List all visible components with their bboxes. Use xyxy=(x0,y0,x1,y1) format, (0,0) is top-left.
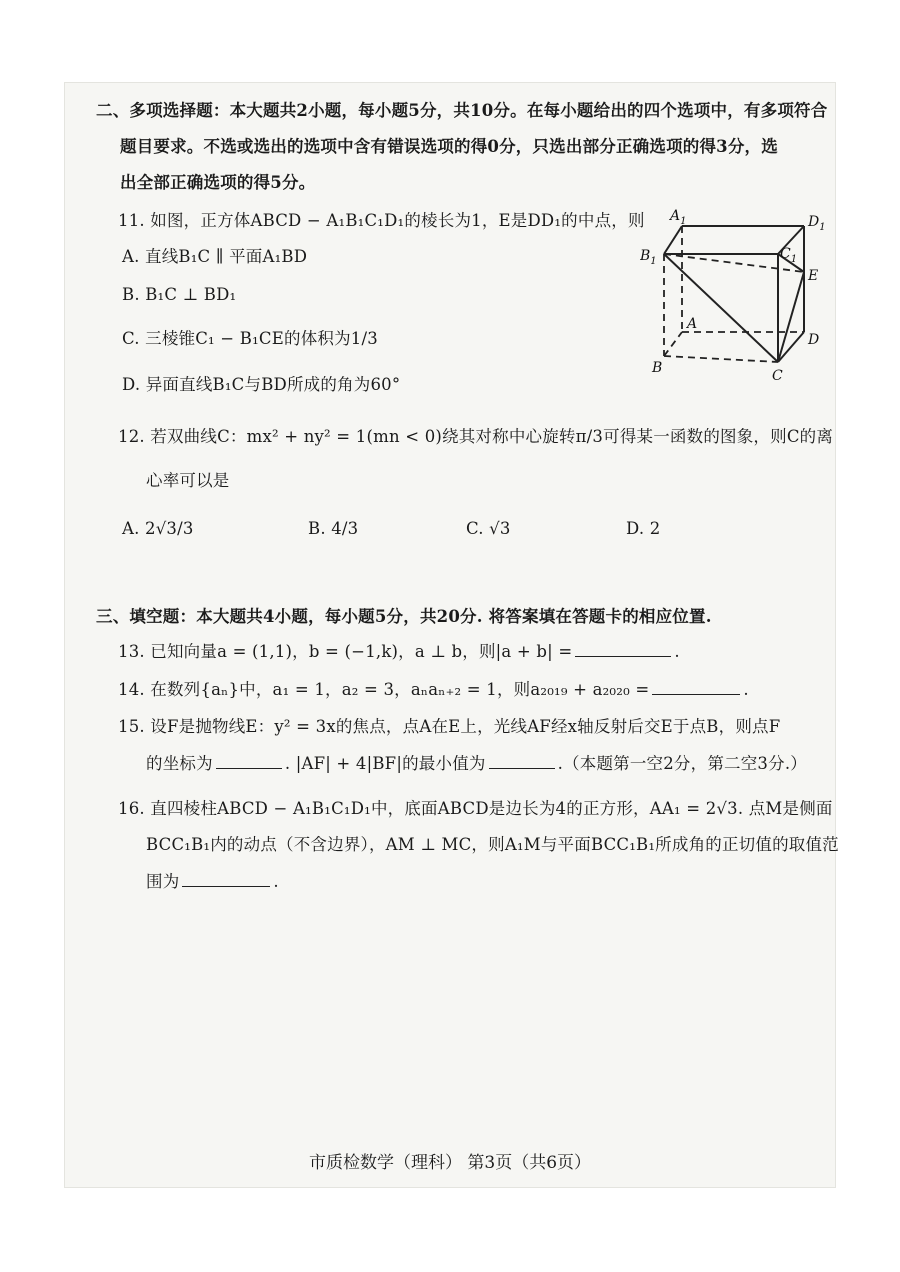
q11-option-a: A. 直线B₁C ∥ 平面A₁BD xyxy=(122,247,308,266)
q11-option-b: B. B₁C ⊥ BD₁ xyxy=(122,285,237,304)
label-e: E xyxy=(808,268,819,284)
q16-line2: BCC₁B₁内的动点（不含边界），AM ⊥ MC，则A₁M与平面BCC₁B₁所成角的正切值的取值范 xyxy=(146,835,839,854)
q16-end: . xyxy=(273,872,279,891)
cube-figure xyxy=(640,206,830,386)
label-c: C xyxy=(772,368,783,384)
label-c1: $C_1$ xyxy=(780,246,798,265)
segment-b1c xyxy=(664,254,778,362)
section3-heading: 三、填空题：本大题共4小题，每小题5分，共20分. 将答案填在答题卡的相应位置. xyxy=(96,607,712,626)
q12-option-c: C. √3 xyxy=(466,519,511,538)
q12-option-d: D. 2 xyxy=(626,519,661,538)
label-a: A xyxy=(687,316,698,332)
q16-text: 围为 xyxy=(146,872,180,891)
q14-line xyxy=(118,678,749,701)
q12-option-a: A. 2√3/3 xyxy=(122,519,194,538)
q16-line1: 16. 直四棱柱ABCD − A₁B₁C₁D₁中，底面ABCD是边长为4的正方形，AA₁ = 2√3. 点M是侧面 xyxy=(118,799,833,818)
q12-stem-line1: 12. 若双曲线C：mx² + ny² = 1(mn < 0)绕其对称中心旋转π/3可得某一函数的图象，则C的离 xyxy=(118,427,834,446)
q11-option-d: D. 异面直线B₁C与BD所成的角为60° xyxy=(122,375,401,394)
label-d1: $D_1$ xyxy=(808,214,826,233)
q15-answer-blank-1 xyxy=(216,752,282,769)
q16-line3 xyxy=(146,870,279,893)
edge-ab xyxy=(664,332,682,356)
q11-stem: 11. 如图，正方体ABCD − A₁B₁C₁D₁的棱长为1，E是DD₁的中点，则 xyxy=(118,211,645,230)
q15-text-a: 的坐标为 xyxy=(146,754,213,773)
label-b: B xyxy=(652,360,663,376)
q12-stem-line2: 心率可以是 xyxy=(146,471,230,490)
q11-option-c: C. 三棱锥C₁ − B₁CE的体积为1/3 xyxy=(122,329,378,348)
q14-end: . xyxy=(743,680,749,699)
q16-answer-blank xyxy=(182,870,270,887)
q15-answer-blank-2 xyxy=(489,752,555,769)
q13-end: . xyxy=(674,642,680,661)
label-b1: $B_1$ xyxy=(640,248,657,267)
q15-line1: 15. 设F是抛物线E：y² = 3x的焦点，点A在E上，光线AF经x轴反射后交E于点B，则点F xyxy=(118,717,781,736)
section2-heading-line1: 二、多项选择题：本大题共2小题，每小题5分，共10分。在每小题给出的四个选项中，有多项符合 xyxy=(96,101,828,120)
q15-text-c: .（本题第一空2分，第二空3分.） xyxy=(557,754,807,773)
section2-heading-line3: 出全部正确选项的得5分。 xyxy=(120,173,316,192)
page-footer: 市质检数学（理科） 第3页（共6页） xyxy=(308,1153,592,1173)
q15-line2 xyxy=(146,752,807,775)
edge-bc xyxy=(664,356,778,362)
q13-answer-blank xyxy=(575,640,671,657)
section2-heading-line2: 题目要求。不选或选出的选项中含有错误选项的得0分，只选出部分正确选项的得3分，选 xyxy=(120,137,778,156)
q15-text-b: . |AF| + 4|BF|的最小值为 xyxy=(284,754,486,773)
q12-option-b: B. 4/3 xyxy=(308,519,359,538)
q13-line xyxy=(118,640,680,663)
q14-text: 14. 在数列{aₙ}中，a₁ = 1，a₂ = 3，aₙaₙ₊₂ = 1，则a₂₀₁₉ + a₂₀₂₀ = xyxy=(118,680,650,699)
label-a1: $A_1$ xyxy=(670,208,687,227)
q14-answer-blank xyxy=(652,678,740,695)
q13-text: 13. 已知向量a = (1,1)，b = (−1,k)，a ⊥ b，则|a + b| = xyxy=(118,642,573,661)
label-d: D xyxy=(808,332,820,348)
edge-a1b1 xyxy=(664,226,682,254)
